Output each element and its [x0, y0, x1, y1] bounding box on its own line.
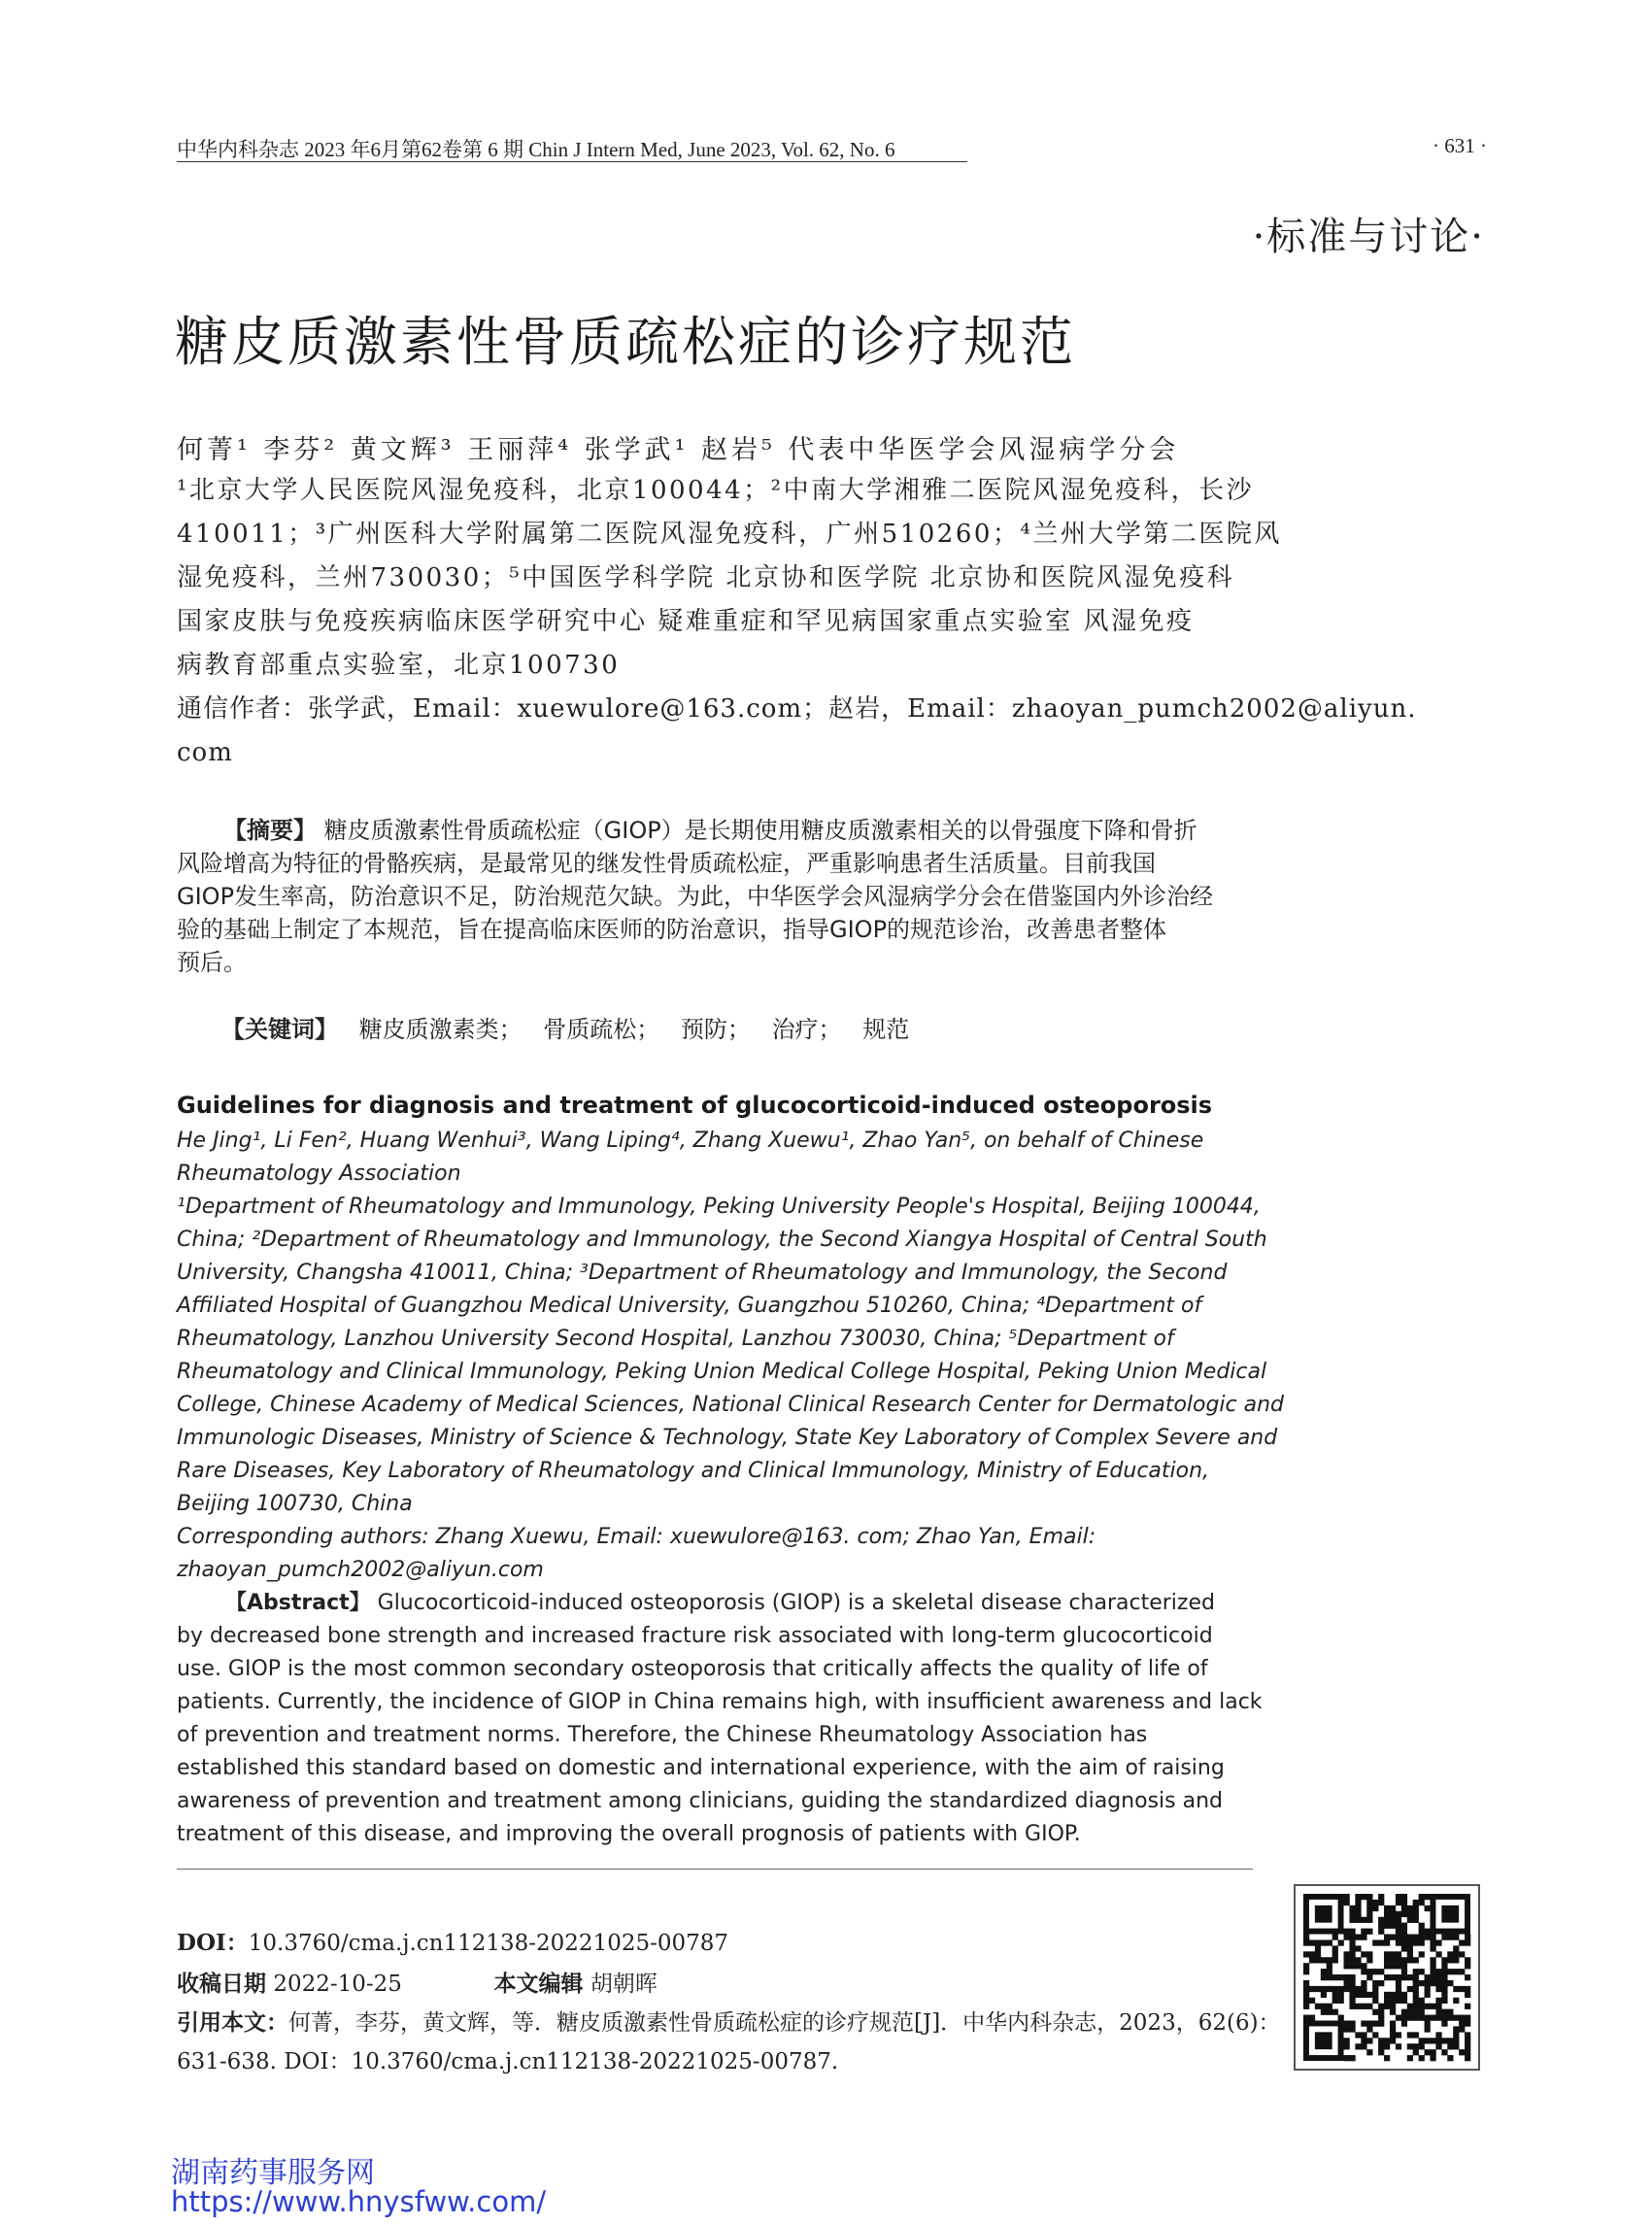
corresponding-line: Corresponding authors: Zhang Xuewu, Email: xuewulore@163. com; Zhao Yan, Email:	[177, 1525, 1096, 1549]
article-title-cn: 糖皮质激素性骨质疏松症的诊疗规范	[175, 311, 1077, 373]
cite-text: 何菁，李芬，黄文辉，等．糖皮质激素性骨质疏松症的诊疗规范[J]．中华内科杂志，2023，62(6)：	[288, 2010, 1281, 2036]
citation-line: 631-638. DOI：10.3760/cma.j.cn112138-20221025-00787.	[177, 2049, 839, 2074]
keyword: 骨质疏松；	[543, 1016, 660, 1043]
affiliations-cn	[177, 469, 1282, 688]
doi-link[interactable]: 10.3760/cma.j.cn112138-20221025-00787	[248, 1931, 729, 1956]
doi-line	[177, 1925, 1274, 1957]
affiliation-line: Rare Diseases, Key Laboratory of Rheumatology and Clinical Immunology, Ministry of Education,	[177, 1459, 1210, 1483]
header-rule	[177, 161, 967, 162]
affiliation-line: 病教育部重点实验室，北京100730	[177, 651, 621, 680]
abstract-text: Glucocorticoid-induced osteoporosis (GIOP) is a skeletal disease characterized	[377, 1591, 1215, 1615]
abstract-line: by decreased bone strength and increased fracture risk associated with long-term glucocorticoid	[177, 1624, 1213, 1648]
abstract-line: 风险增高为特征的骨骼疾病，是最常见的继发性骨质疏松症，严重影响患者生活质量。目前我国	[177, 850, 1156, 877]
cite-label: 引用本文：	[177, 2009, 288, 2036]
section-tag: ·标准与讨论·	[1252, 215, 1485, 259]
received-date: 2022-10-25	[273, 1972, 402, 1997]
affiliation-line: ¹Department of Rheumatology and Immunology, Peking University People's Hospital, Beijing 100044,	[177, 1195, 1261, 1219]
abstract-line: treatment of this disease, and improving the overall prognosis of patients with GIOP.	[177, 1822, 1081, 1846]
received-editor-line	[177, 1966, 1274, 1998]
abstract-cn	[177, 814, 1226, 979]
affiliation-line: 410011；³广州医科大学附属第二医院风湿免疫科，广州510260；⁴兰州大学第二医院风	[177, 520, 1282, 549]
citation-line	[177, 2005, 1281, 2037]
author-list-cn: 何菁¹ 李芬² 黄文辉³ 王丽萍⁴ 张学武¹ 赵岩⁵ 代表中华医学会风湿病学分会	[177, 435, 1180, 465]
author-list-en	[177, 1125, 1224, 1191]
received-label: 收稿日期	[177, 1971, 266, 1997]
affiliation-line: China; ²Department of Rheumatology and Immunology, the Second Xiangya Hospital of Central South	[177, 1228, 1267, 1252]
corresponding-line: com	[177, 738, 233, 767]
abstract-line: established this standard based on domestic and international experience, with the aim of raising	[177, 1756, 1225, 1780]
affiliation-line: Rheumatology, Lanzhou University Second Hospital, Lanzhou 730030, China; ⁵Department of	[177, 1327, 1174, 1351]
abstract-line: patients. Currently, the incidence of GIOP in China remains high, with insufficient awareness and lack	[177, 1690, 1263, 1714]
watermark-url-link[interactable]: https://www.hnysfww.com/	[171, 2185, 547, 2218]
abstract-line: of prevention and treatment norms. Therefore, the Chinese Rheumatology Association has	[177, 1723, 1148, 1747]
keyword: 规范	[862, 1016, 910, 1043]
running-header: 中华内科杂志 2023 年6月第62卷第 6 期 Chin J Intern Med, June 2023, Vol. 62, No. 6	[177, 138, 895, 161]
affiliation-line: Affiliated Hospital of Guangzhou Medical University, Guangzhou 510260, China; ⁴Department of	[177, 1294, 1202, 1318]
corresponding-line: 通信作者：张学武，Email：xuewulore@163.com；赵岩，Email：zhaoyan_pumch2002@aliyun.	[177, 694, 1417, 724]
footer-rule	[177, 1869, 1253, 1870]
affiliation-line: Immunologic Diseases, Ministry of Science & Technology, State Key Laboratory of Complex Severe and	[177, 1426, 1278, 1450]
qr-code-graphic	[1296, 1886, 1478, 2069]
affiliation-line: University, Changsha 410011, China; ³Department of Rheumatology and Immunology, the Second	[177, 1261, 1228, 1285]
abstract-line: awareness of prevention and treatment among clinicians, guiding the standardized diagnosis and	[177, 1789, 1223, 1813]
keywords-cn	[221, 1010, 923, 1044]
abstract-line	[177, 814, 1226, 847]
page-number: · 631 ·	[1433, 134, 1487, 157]
keyword: 预防；	[680, 1016, 751, 1043]
article-title-en: Guidelines for diagnosis and treatment of glucocorticoid-induced osteoporosis	[177, 1092, 1213, 1119]
affiliation-line: Rheumatology and Clinical Immunology, Peking Union Medical College Hospital, Peking Union Medical	[177, 1360, 1267, 1384]
editor-name: 胡朝晖	[590, 1972, 657, 1997]
abstract-line: use. GIOP is the most common secondary osteoporosis that critically affects the quality of life of	[177, 1657, 1208, 1681]
abstract-line: 验的基础上制定了本规范，旨在提高临床医师的防治意识，指导GIOP的规范诊治，改善患者整体	[177, 916, 1167, 943]
author-line: He Jing¹, Li Fen², Huang Wenhui³, Wang Liping⁴, Zhang Xuewu¹, Zhao Yan⁵, on behalf of Chinese	[177, 1129, 1204, 1153]
abstract-label-cn: 【摘要】	[223, 817, 317, 844]
doi-label: DOI：	[177, 1930, 249, 1956]
affiliation-line: 湿免疫科，兰州730030；⁵中国医学科学院 北京协和医学院 北京协和医院风湿免疫科	[177, 563, 1235, 592]
abstract-text: 糖皮质激素性骨质疏松症（GIOP）是长期使用糖皮质激素相关的以骨强度下降和骨折	[323, 817, 1197, 844]
abstract-label-en: 【Abstract】	[225, 1591, 371, 1615]
corresponding-authors-cn	[177, 688, 1417, 775]
affiliations-en	[177, 1191, 1285, 1521]
affiliation-line: Beijing 100730, China	[177, 1492, 413, 1516]
author-line: Rheumatology Association	[177, 1162, 461, 1186]
abstract-en	[177, 1587, 1263, 1851]
affiliation-line: 国家皮肤与免疫疾病临床医学研究中心 疑难重症和罕见病国家重点实验室 风湿免疫	[177, 607, 1195, 636]
abstract-line	[177, 1587, 1224, 1620]
keyword: 糖皮质激素类；	[358, 1016, 523, 1043]
keyword: 治疗；	[771, 1016, 842, 1043]
affiliation-line: College, Chinese Academy of Medical Sciences, National Clinical Research Center for Dermatologic and	[177, 1393, 1285, 1417]
abstract-line: 预后。	[177, 949, 247, 976]
corresponding-authors-en	[177, 1521, 1224, 1587]
abstract-line: GIOP发生率高，防治意识不足，防治规范欠缺。为此，中华医学会风湿病学分会在借鉴国内外诊治经	[177, 883, 1214, 910]
keywords-label-cn: 【关键词】	[221, 1016, 338, 1043]
watermark-site-name: 湖南药事服务网	[171, 2156, 375, 2190]
qr-code-icon[interactable]	[1294, 1884, 1480, 2071]
editor-label: 本文编辑	[493, 1971, 584, 1997]
affiliation-line: ¹北京大学人民医院风湿免疫科，北京100044；²中南大学湘雅二医院风湿免疫科，长沙	[177, 476, 1255, 505]
corresponding-line: zhaoyan_pumch2002@aliyun.com	[177, 1558, 544, 1582]
